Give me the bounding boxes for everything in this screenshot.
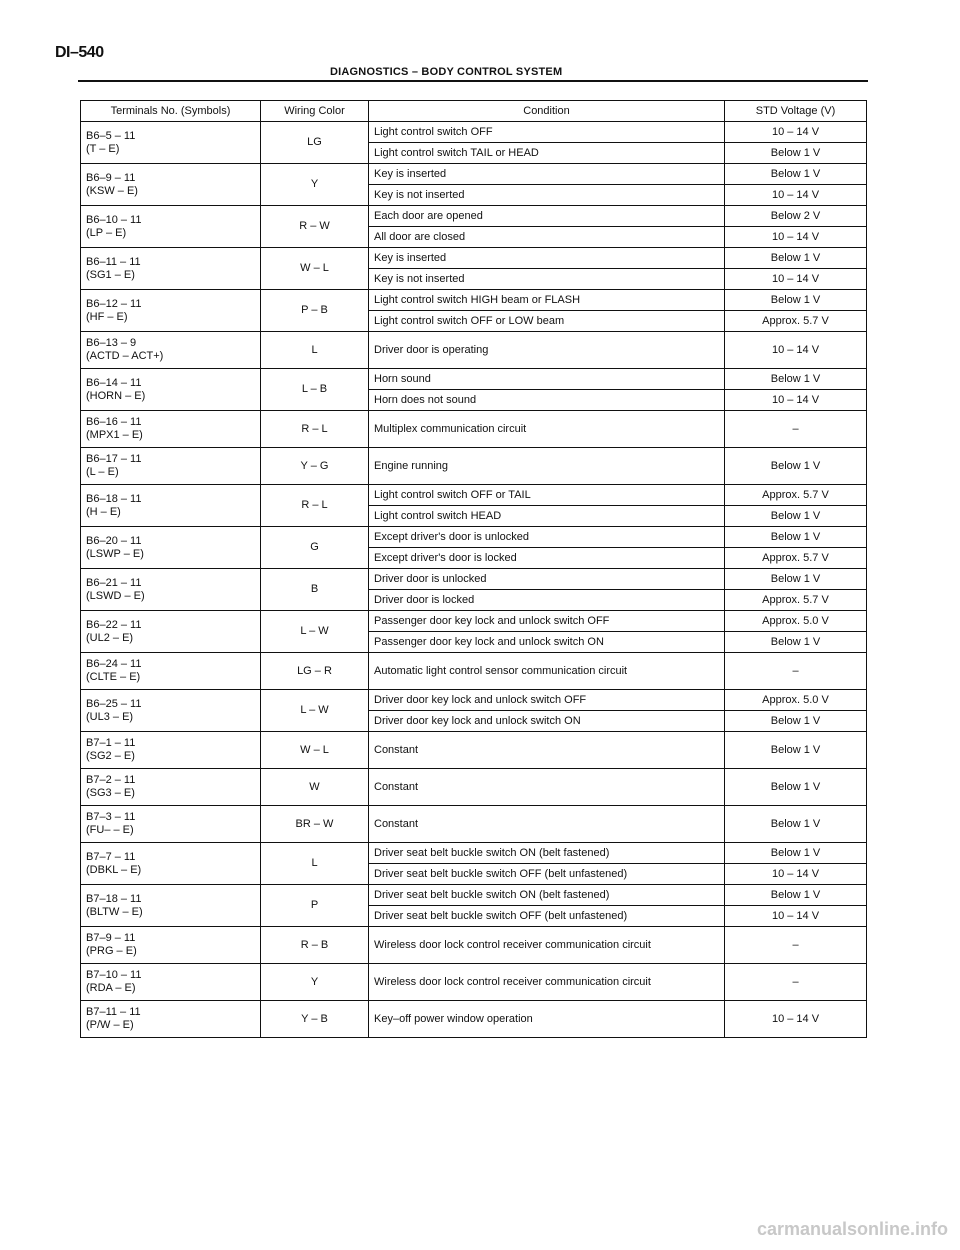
condition-cell: Except driver's door is locked (369, 548, 725, 569)
terminal-symbol: (MPX1 – E) (86, 429, 143, 441)
watermark: carmanualsonline.info (756, 1219, 948, 1239)
std-voltage-cell: Below 1 V (725, 290, 867, 311)
condition-cell: Automatic light control sensor communication circuit (369, 653, 725, 690)
std-voltage-cell: Below 1 V (725, 843, 867, 864)
std-voltage-cell: Below 1 V (725, 769, 867, 806)
table-row (81, 290, 867, 311)
table-row (81, 411, 867, 448)
terminal-number: B7–10 – 11 (86, 969, 142, 982)
terminal-cell (81, 964, 261, 1001)
std-voltage-cell: Approx. 5.7 V (725, 590, 867, 611)
table-row (81, 485, 867, 506)
condition-cell: Multiplex communication circuit (369, 411, 725, 448)
wiring-color-cell: R – L (261, 411, 369, 448)
wiring-color-cell: Y – B (261, 1001, 369, 1038)
terminal-number: B6–24 – 11 (86, 658, 142, 671)
terminal-cell (81, 122, 261, 164)
wiring-color-cell: Y (261, 164, 369, 206)
terminal-number: B6–20 – 11 (86, 534, 142, 547)
std-voltage-cell: Below 1 V (725, 632, 867, 653)
std-voltage-cell: 10 – 14 V (725, 332, 867, 369)
terminal-number: B6–13 – 9 (86, 337, 137, 350)
condition-cell: All door are closed (369, 227, 725, 248)
terminal-symbol: (P/W – E) (86, 1019, 134, 1031)
terminal-symbol: (BLTW – E) (86, 905, 143, 918)
table-row (81, 448, 867, 485)
wiring-color-cell: P – B (261, 290, 369, 332)
table-row (81, 164, 867, 185)
wiring-color-cell: BR – W (261, 806, 369, 843)
condition-cell: Horn sound (369, 369, 725, 390)
std-voltage-cell: 10 – 14 V (725, 122, 867, 143)
terminal-cell (81, 569, 261, 611)
table-row (81, 769, 867, 806)
table-row (81, 369, 867, 390)
terminal-number: B7–18 – 11 (86, 892, 142, 905)
terminal-symbol: (UL2 – E) (86, 631, 134, 644)
std-voltage-cell: Approx. 5.7 V (725, 311, 867, 332)
condition-cell: Constant (369, 732, 725, 769)
condition-cell: Key–off power window operation (369, 1001, 725, 1038)
terminal-cell (81, 448, 261, 485)
condition-cell: Constant (369, 806, 725, 843)
terminal-cell (81, 885, 261, 927)
condition-cell: Light control switch TAIL or HEAD (369, 143, 725, 164)
wiring-color-cell: L (261, 843, 369, 885)
terminal-symbol: (L – E) (86, 466, 119, 478)
std-voltage-cell: – (725, 964, 867, 1001)
terminal-number: B6–18 – 11 (86, 492, 142, 505)
wiring-color-cell: L (261, 332, 369, 369)
terminal-number: B6–14 – 11 (86, 376, 142, 389)
condition-cell: Driver door is unlocked (369, 569, 725, 590)
wiring-color-cell: B (261, 569, 369, 611)
std-voltage-cell: Below 2 V (725, 206, 867, 227)
std-voltage-cell: 10 – 14 V (725, 390, 867, 411)
terminal-symbol: (T – E) (86, 142, 120, 155)
wiring-color-cell: R – W (261, 206, 369, 248)
terminal-symbol: (SG3 – E) (86, 787, 135, 799)
terminal-cell (81, 1001, 261, 1038)
condition-cell: Driver seat belt buckle switch ON (belt fastened) (369, 843, 725, 864)
terminal-cell (81, 248, 261, 290)
terminal-cell (81, 927, 261, 964)
table-row (81, 569, 867, 590)
wiring-color-cell: R – B (261, 927, 369, 964)
condition-cell: Light control switch OFF (369, 122, 725, 143)
std-voltage-cell: Below 1 V (725, 248, 867, 269)
table-row (81, 964, 867, 1001)
terminal-cell (81, 369, 261, 411)
table-row (81, 885, 867, 906)
condition-cell: Each door are opened (369, 206, 725, 227)
terminal-cell (81, 206, 261, 248)
terminal-cell (81, 290, 261, 332)
wiring-color-cell: G (261, 527, 369, 569)
std-voltage-cell: Approx. 5.0 V (725, 611, 867, 632)
condition-cell: Light control switch HIGH beam or FLASH (369, 290, 725, 311)
terminal-symbol: (SG2 – E) (86, 750, 135, 762)
terminal-voltage-table (80, 100, 867, 1038)
terminal-symbol: (DBKL – E) (86, 863, 142, 876)
condition-cell: Driver door is operating (369, 332, 725, 369)
table-row (81, 122, 867, 143)
terminal-symbol: (UL3 – E) (86, 710, 134, 723)
std-voltage-cell: – (725, 653, 867, 690)
terminal-cell (81, 411, 261, 448)
table-row (81, 248, 867, 269)
terminal-cell (81, 806, 261, 843)
terminal-symbol: (PRG – E) (86, 945, 137, 957)
std-voltage-cell: Below 1 V (725, 806, 867, 843)
table-header-row (81, 101, 867, 122)
condition-cell: Key is inserted (369, 164, 725, 185)
table-row (81, 332, 867, 369)
std-voltage-cell: Approx. 5.0 V (725, 690, 867, 711)
table-body (81, 122, 867, 1038)
terminal-cell (81, 843, 261, 885)
std-voltage-cell: 10 – 14 V (725, 227, 867, 248)
wiring-color-cell: R – L (261, 485, 369, 527)
std-voltage-cell: Below 1 V (725, 732, 867, 769)
wiring-color-cell: L – W (261, 690, 369, 732)
terminal-number: B6–5 – 11 (86, 129, 136, 142)
table-row (81, 732, 867, 769)
terminal-symbol: (H – E) (86, 505, 121, 518)
std-voltage-cell: Below 1 V (725, 569, 867, 590)
terminal-number: B6–22 – 11 (86, 618, 142, 631)
table-row (81, 690, 867, 711)
std-voltage-cell: Below 1 V (725, 711, 867, 732)
terminal-number: B7–3 – 11 (86, 811, 136, 824)
condition-cell: Light control switch HEAD (369, 506, 725, 527)
wiring-color-cell: L – W (261, 611, 369, 653)
terminal-symbol: (ACTD – ACT+) (86, 350, 164, 362)
terminal-symbol: (KSW – E) (86, 184, 138, 197)
condition-cell: Horn does not sound (369, 390, 725, 411)
terminal-number: B7–2 – 11 (86, 774, 136, 787)
std-voltage-cell: 10 – 14 V (725, 906, 867, 927)
page-header: DIAGNOSTICS – BODY CONTROL SYSTEM (330, 66, 563, 78)
std-voltage-cell: Approx. 5.7 V (725, 485, 867, 506)
terminal-number: B6–17 – 11 (86, 453, 142, 466)
std-voltage-cell: 10 – 14 V (725, 1001, 867, 1038)
wiring-color-cell: W – L (261, 248, 369, 290)
terminal-cell (81, 611, 261, 653)
table-row (81, 653, 867, 690)
terminal-number: B6–12 – 11 (86, 297, 142, 310)
std-voltage-cell: Below 1 V (725, 164, 867, 185)
condition-cell: Driver door key lock and unlock switch OFF (369, 690, 725, 711)
wiring-color-cell: P (261, 885, 369, 927)
condition-cell: Wireless door lock control receiver communication circuit (369, 927, 725, 964)
condition-cell: Engine running (369, 448, 725, 485)
header-rule (78, 80, 868, 82)
terminal-cell (81, 527, 261, 569)
terminal-number: B6–25 – 11 (86, 697, 142, 710)
terminal-number: B7–11 – 11 (86, 1006, 141, 1019)
terminal-symbol: (LSWD – E) (86, 589, 145, 602)
terminal-cell (81, 164, 261, 206)
std-voltage-cell: Below 1 V (725, 506, 867, 527)
condition-cell: Driver seat belt buckle switch OFF (belt unfastened) (369, 906, 725, 927)
wiring-color-cell: W – L (261, 732, 369, 769)
condition-cell: Except driver's door is unlocked (369, 527, 725, 548)
std-voltage-cell: Below 1 V (725, 527, 867, 548)
terminal-number: B6–11 – 11 (86, 255, 141, 268)
std-voltage-cell: Below 1 V (725, 448, 867, 485)
wiring-color-cell: LG – R (261, 653, 369, 690)
page-number: DI–540 (55, 44, 104, 61)
terminal-cell (81, 732, 261, 769)
std-voltage-cell: 10 – 14 V (725, 864, 867, 885)
header-std-voltage: STD Voltage (V) (725, 101, 867, 122)
table-row (81, 806, 867, 843)
terminal-cell (81, 690, 261, 732)
table-row (81, 843, 867, 864)
header-terminals: Terminals No. (Symbols) (81, 101, 261, 122)
condition-cell: Driver door key lock and unlock switch ON (369, 711, 725, 732)
std-voltage-cell: 10 – 14 V (725, 269, 867, 290)
terminal-symbol: (RDA – E) (86, 982, 136, 994)
wiring-color-cell: L – B (261, 369, 369, 411)
terminal-number: B6–10 – 11 (86, 213, 142, 226)
condition-cell: Constant (369, 769, 725, 806)
terminal-cell (81, 769, 261, 806)
terminal-symbol: (HF – E) (86, 310, 128, 323)
terminal-number: B7–9 – 11 (86, 932, 136, 945)
terminal-symbol: (CLTE – E) (86, 671, 141, 683)
terminal-cell (81, 332, 261, 369)
condition-cell: Driver door is locked (369, 590, 725, 611)
std-voltage-cell: 10 – 14 V (725, 185, 867, 206)
condition-cell: Passenger door key lock and unlock switch ON (369, 632, 725, 653)
table-row (81, 1001, 867, 1038)
wiring-color-cell: Y – G (261, 448, 369, 485)
terminal-cell (81, 653, 261, 690)
std-voltage-cell: – (725, 411, 867, 448)
table-row (81, 206, 867, 227)
wiring-color-cell: Y (261, 964, 369, 1001)
header-wiring-color: Wiring Color (261, 101, 369, 122)
terminal-number: B6–16 – 11 (86, 416, 142, 429)
condition-cell: Driver seat belt buckle switch OFF (belt unfastened) (369, 864, 725, 885)
terminal-number: B6–21 – 11 (86, 576, 142, 589)
std-voltage-cell: Below 1 V (725, 369, 867, 390)
wiring-color-cell: W (261, 769, 369, 806)
table-row (81, 527, 867, 548)
table-row (81, 927, 867, 964)
condition-cell: Light control switch OFF or TAIL (369, 485, 725, 506)
terminal-symbol: (HORN – E) (86, 389, 146, 402)
terminal-symbol: (LP – E) (86, 226, 127, 239)
condition-cell: Driver seat belt buckle switch ON (belt fastened) (369, 885, 725, 906)
terminal-number: B7–1 – 11 (86, 737, 136, 750)
condition-cell: Key is inserted (369, 248, 725, 269)
std-voltage-cell: Below 1 V (725, 885, 867, 906)
terminal-cell (81, 485, 261, 527)
condition-cell: Key is not inserted (369, 269, 725, 290)
terminal-symbol: (SG1 – E) (86, 268, 135, 281)
condition-cell: Passenger door key lock and unlock switch OFF (369, 611, 725, 632)
terminal-symbol: (LSWP – E) (86, 547, 144, 560)
std-voltage-cell: – (725, 927, 867, 964)
header-condition: Condition (369, 101, 725, 122)
terminal-symbol: (FU– – E) (86, 824, 134, 836)
condition-cell: Wireless door lock control receiver communication circuit (369, 964, 725, 1001)
terminal-number: B7–7 – 11 (86, 850, 136, 863)
table-row (81, 611, 867, 632)
std-voltage-cell: Below 1 V (725, 143, 867, 164)
condition-cell: Key is not inserted (369, 185, 725, 206)
std-voltage-cell: Approx. 5.7 V (725, 548, 867, 569)
condition-cell: Light control switch OFF or LOW beam (369, 311, 725, 332)
wiring-color-cell: LG (261, 122, 369, 164)
terminal-number: B6–9 – 11 (86, 171, 136, 184)
